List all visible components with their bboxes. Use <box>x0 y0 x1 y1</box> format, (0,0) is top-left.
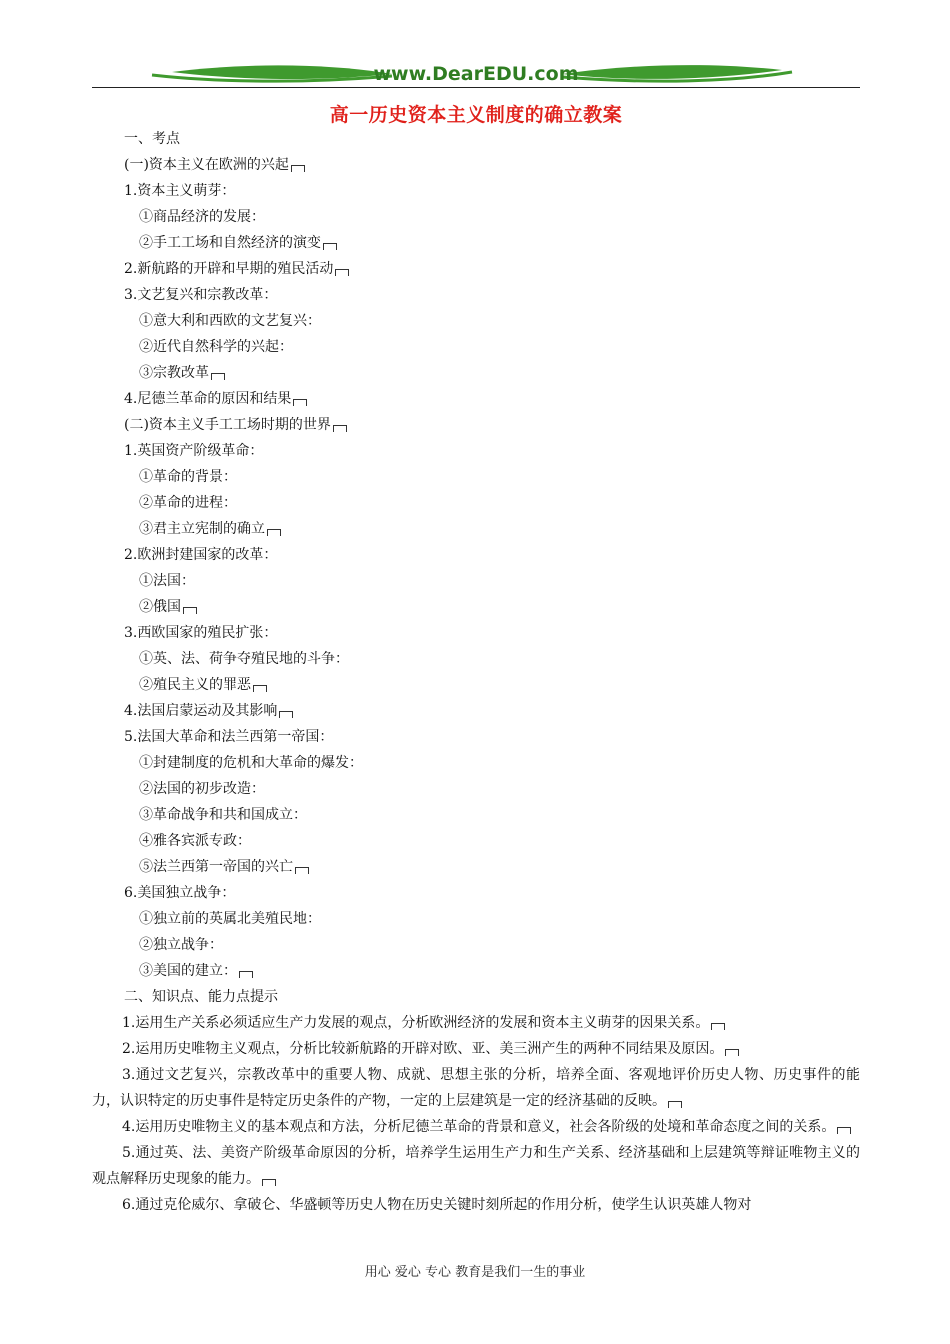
return-mark-icon <box>335 269 349 276</box>
outline-item-text: ②法国的初步改造： <box>139 781 265 797</box>
outline-item <box>92 906 860 932</box>
outline-item <box>92 490 860 516</box>
outline-item <box>92 334 860 360</box>
outline-item <box>92 672 860 698</box>
outline-item-text: ③美国的建立： <box>139 963 237 979</box>
outline-item-text: ①独立前的英属北美殖民地： <box>139 911 321 927</box>
paragraph-text: 5.通过英、法、美资产阶级革命原因的分析，培养学生运用生产力和生产关系、经济基础和上层建筑等辩证唯物主义的观点解释历史现象的能力。 <box>92 1145 860 1187</box>
paragraph-text: 2.运用历史唯物主义观点，分析比较新航路的开辟对欧、亚、美三洲产生的两种不同结果及原因。 <box>122 1041 724 1057</box>
outline-item <box>92 178 860 204</box>
outline-item <box>92 516 860 542</box>
outline-item-text: ②近代自然科学的兴起： <box>139 339 293 355</box>
outline-item-text: ①商品经济的发展： <box>139 209 265 225</box>
outline-item-text: ②手工工场和自然经济的演变 <box>139 235 321 251</box>
outline-item <box>92 802 860 828</box>
leaf-swoosh-graphic <box>92 58 860 90</box>
header-divider <box>92 87 860 88</box>
outline-item-text: ③革命战争和共和国成立： <box>139 807 307 823</box>
outline-item-text: ①意大利和西欧的文艺复兴： <box>139 313 321 329</box>
outline-item-text: ⑤法兰西第一帝国的兴亡 <box>139 859 293 875</box>
paragraph <box>92 1010 860 1036</box>
outline-item-text: (一)资本主义在欧洲的兴起 <box>124 157 289 173</box>
return-mark-icon <box>291 165 305 172</box>
document-body <box>92 126 860 1218</box>
paragraph <box>92 1140 860 1192</box>
outline-item <box>92 984 860 1010</box>
outline-item-text: 1.资本主义萌芽： <box>124 183 236 199</box>
return-mark-icon <box>323 243 337 250</box>
outline-item <box>92 724 860 750</box>
outline-item-text: ②殖民主义的罪恶 <box>139 677 251 693</box>
outline-item <box>92 360 860 386</box>
outline-item-text: ③宗教改革 <box>139 365 209 381</box>
outline-item-text: ①法国： <box>139 573 195 589</box>
outline-item <box>92 464 860 490</box>
outline-item <box>92 412 860 438</box>
return-mark-icon <box>668 1101 682 1108</box>
return-mark-icon <box>279 711 293 718</box>
paragraph <box>92 1114 860 1140</box>
outline-item-text: 4.尼德兰革命的原因和结果 <box>124 391 292 407</box>
outline-item-text: (二)资本主义手工工场时期的世界 <box>124 417 331 433</box>
outline-item <box>92 776 860 802</box>
site-logo-text: www.DearEDU.com <box>373 63 579 85</box>
outline-item <box>92 568 860 594</box>
return-mark-icon <box>253 685 267 692</box>
document-title: 高一历史资本主义制度的确立教案 <box>329 104 623 126</box>
paragraph-text: 6.通过克伦威尔、拿破仑、华盛顿等历史人物在历史关键时刻所起的作用分析，使学生认识英雄人物对 <box>122 1197 752 1213</box>
outline-item <box>92 750 860 776</box>
outline-item-text: 4.法国启蒙运动及其影响 <box>124 703 278 719</box>
paragraph-text: 3.通过文艺复兴，宗教改革中的重要人物、成就、思想主张的分析，培养全面、客观地评价历史人物、历史事件的能力，认识特定的历史事件是特定历史条件的产物，一定的上层建筑是一定的经济基础的反映。 <box>92 1067 860 1109</box>
return-mark-icon <box>267 529 281 536</box>
outline-item-text: 1.英国资产阶级革命： <box>124 443 264 459</box>
return-mark-icon <box>183 607 197 614</box>
outline-item <box>92 620 860 646</box>
return-mark-icon <box>295 867 309 874</box>
paragraph <box>92 1192 860 1218</box>
outline-item-text: 2.欧洲封建国家的改革： <box>124 547 278 563</box>
outline-item <box>92 282 860 308</box>
paragraph-text: 4.运用历史唯物主义的基本观点和方法，分析尼德兰革命的背景和意义，社会各阶级的处境和革命态度之间的关系。 <box>122 1119 836 1135</box>
outline-item-text: 3.文艺复兴和宗教改革： <box>124 287 278 303</box>
outline-item <box>92 646 860 672</box>
return-mark-icon <box>211 373 225 380</box>
outline-item <box>92 698 860 724</box>
paragraph-text: 1.运用生产关系必须适应生产力发展的观点，分析欧洲经济的发展和资本主义萌芽的因果关系。 <box>122 1015 710 1031</box>
return-mark-icon <box>837 1127 851 1134</box>
outline-item-text: ①英、法、荷争夺殖民地的斗争： <box>139 651 349 667</box>
outline-item <box>92 230 860 256</box>
paragraph <box>92 1036 860 1062</box>
outline-item-text: ③君主立宪制的确立 <box>139 521 265 537</box>
site-header-logo <box>92 58 860 90</box>
outline-item-text: ②独立战争： <box>139 937 223 953</box>
outline-item <box>92 594 860 620</box>
outline-item <box>92 958 860 984</box>
outline-item <box>92 932 860 958</box>
paragraph-list <box>92 1010 860 1218</box>
outline-item <box>92 880 860 906</box>
outline-item-text: 二、知识点、能力点提示 <box>124 989 278 1005</box>
outline-item <box>92 256 860 282</box>
outline-item-text: 一、考点 <box>124 131 180 147</box>
paragraph <box>92 1062 860 1114</box>
outline-item-text: ②革命的进程： <box>139 495 237 511</box>
outline-item-text: ②俄国 <box>139 599 181 615</box>
return-mark-icon <box>333 425 347 432</box>
outline-item <box>92 152 860 178</box>
outline-item <box>92 854 860 880</box>
outline-item <box>92 126 860 152</box>
outline-item <box>92 386 860 412</box>
outline-item-text: 3.西欧国家的殖民扩张： <box>124 625 278 641</box>
outline-item-text: 2.新航路的开辟和早期的殖民活动 <box>124 261 334 277</box>
outline-item <box>92 308 860 334</box>
outline-item-text: 5.法国大革命和法兰西第一帝国： <box>124 729 334 745</box>
outline-item <box>92 204 860 230</box>
outline-item-text: ①封建制度的危机和大革命的爆发： <box>139 755 363 771</box>
return-mark-icon <box>239 971 253 978</box>
outline-item-text: ④雅各宾派专政： <box>139 833 251 849</box>
outline-list <box>92 126 860 1010</box>
outline-item <box>92 828 860 854</box>
return-mark-icon <box>725 1049 739 1056</box>
outline-item-text: 6.美国独立战争： <box>124 885 236 901</box>
outline-item-text: ①革命的背景： <box>139 469 237 485</box>
return-mark-icon <box>293 399 307 406</box>
page-footer: 用心 爱心 专心 教育是我们一生的事业 <box>364 1265 586 1280</box>
return-mark-icon <box>711 1023 725 1030</box>
outline-item <box>92 542 860 568</box>
outline-item <box>92 438 860 464</box>
return-mark-icon <box>262 1179 276 1186</box>
